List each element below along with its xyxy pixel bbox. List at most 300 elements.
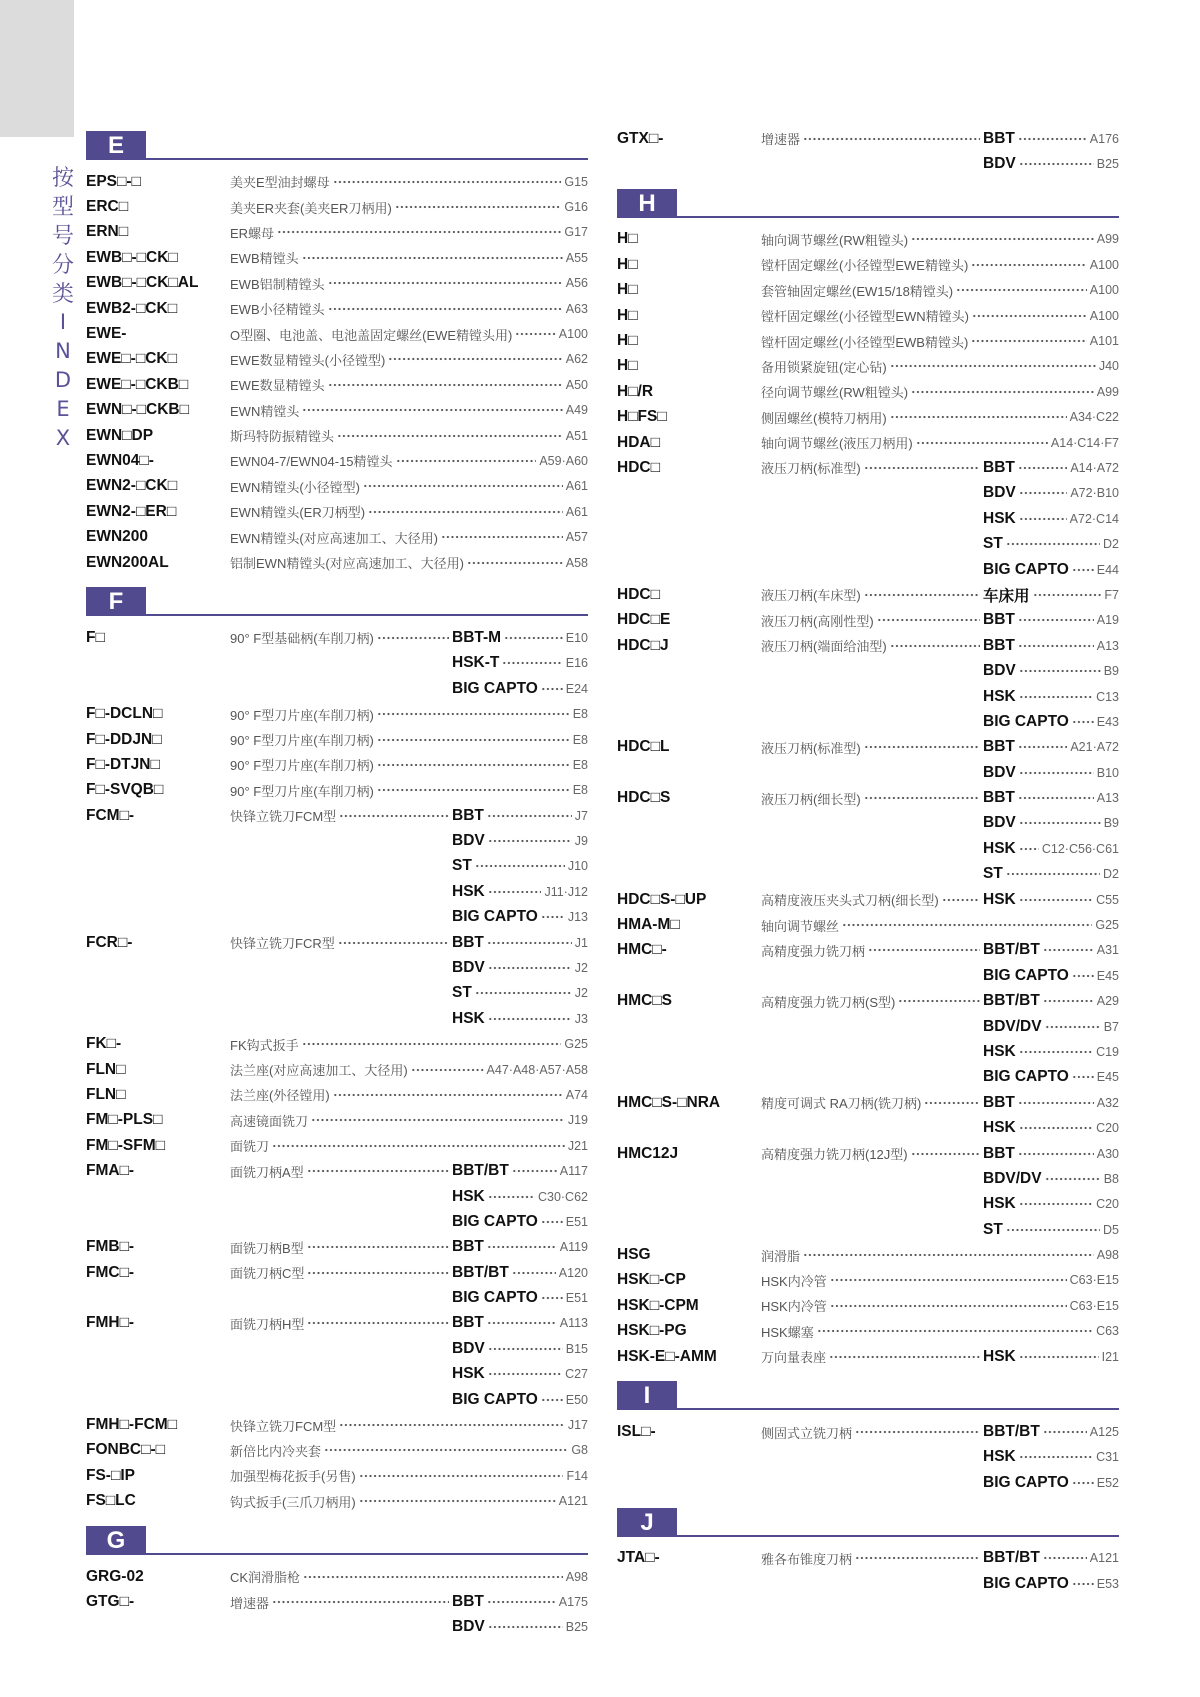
dot-leader — [972, 313, 1087, 319]
index-entry-continuation[interactable] — [86, 905, 588, 930]
index-entry[interactable] — [86, 1489, 588, 1514]
index-entry[interactable] — [86, 930, 588, 955]
index-entry-continuation[interactable] — [617, 1445, 1119, 1470]
index-entry[interactable] — [617, 405, 1119, 430]
index-entry[interactable] — [86, 271, 588, 296]
page-reference[interactable]: G16 — [564, 200, 588, 215]
holder-type: BBT — [452, 933, 484, 951]
index-entry-continuation[interactable] — [617, 1115, 1119, 1140]
page-reference[interactable]: E8 — [572, 757, 588, 772]
page-reference[interactable]: A101 — [1089, 334, 1119, 349]
page-reference[interactable]: A100 — [558, 327, 588, 342]
page-reference[interactable]: B25 — [565, 1620, 588, 1635]
index-entry[interactable] — [86, 347, 588, 372]
index-entry[interactable] — [617, 582, 1119, 607]
holder-reference — [452, 1188, 588, 1206]
page-reference[interactable]: J2 — [574, 986, 588, 1001]
page-reference[interactable]: G25 — [564, 1037, 588, 1052]
page-reference[interactable]: C63·E15 — [1069, 1273, 1119, 1288]
page-reference[interactable]: A120 — [558, 1265, 588, 1280]
index-entry[interactable] — [617, 430, 1119, 455]
page-reference[interactable]: E43 — [1096, 714, 1119, 729]
holder-type: ST — [452, 857, 472, 875]
page-reference[interactable]: D5 — [1103, 1222, 1119, 1237]
index-entry[interactable] — [617, 938, 1119, 963]
index-entry-continuation[interactable] — [86, 1336, 588, 1361]
index-entry-continuation[interactable] — [617, 862, 1119, 887]
page-reference[interactable]: E51 — [565, 1291, 588, 1306]
index-entry[interactable] — [86, 448, 588, 473]
index-side-char: 类 — [51, 281, 74, 306]
page-reference[interactable]: A100 — [1089, 257, 1119, 272]
page-reference[interactable]: E8 — [572, 783, 588, 798]
index-entry[interactable] — [617, 1344, 1119, 1369]
dot-leader — [272, 1143, 565, 1149]
index-entry[interactable] — [86, 372, 588, 397]
page-reference[interactable]: E44 — [1096, 562, 1119, 577]
model-code: FCM□- — [86, 806, 135, 824]
index-entry[interactable] — [86, 1260, 588, 1285]
page-reference[interactable]: E10 — [565, 630, 588, 645]
index-entry[interactable] — [617, 735, 1119, 760]
index-entry-continuation[interactable] — [86, 828, 588, 853]
page-reference[interactable]: J9 — [574, 834, 588, 849]
holder-type: HSK — [983, 687, 1016, 705]
model-code: HSK□-CPM — [617, 1296, 699, 1314]
index-entry[interactable] — [617, 912, 1119, 937]
index-entry[interactable] — [86, 727, 588, 752]
page-reference[interactable]: A13 — [1096, 638, 1119, 653]
index-entry-continuation[interactable] — [617, 531, 1119, 556]
index-entry[interactable] — [86, 1564, 588, 1589]
index-entry[interactable] — [86, 1235, 588, 1260]
index-entry-continuation[interactable] — [86, 854, 588, 879]
page-reference[interactable]: A175 — [558, 1595, 588, 1609]
page-reference[interactable]: J1 — [574, 935, 588, 950]
index-entry[interactable] — [617, 1242, 1119, 1267]
entry-description: 斯玛特防振精镗头 — [230, 429, 335, 445]
dot-leader — [277, 229, 561, 235]
page-reference[interactable]: A98 — [565, 1569, 588, 1584]
page-reference[interactable]: A30 — [1096, 1146, 1119, 1161]
index-entry[interactable] — [86, 499, 588, 524]
index-entry[interactable] — [617, 608, 1119, 633]
index-entry[interactable] — [86, 1311, 588, 1336]
page-reference[interactable]: E16 — [565, 656, 588, 671]
index-entry[interactable] — [617, 785, 1119, 810]
page-reference[interactable]: B10 — [1096, 765, 1119, 780]
index-entry-continuation[interactable] — [86, 955, 588, 980]
page-reference[interactable]: G15 — [564, 174, 588, 189]
page-reference[interactable]: C30·C62 — [537, 1189, 588, 1204]
page-reference[interactable]: A32 — [1096, 1095, 1119, 1110]
index-entry[interactable] — [617, 126, 1119, 151]
section-letter: H — [617, 189, 677, 218]
holder-type: ST — [452, 984, 472, 1002]
index-entry-continuation[interactable] — [617, 811, 1119, 836]
index-entry-continuation[interactable] — [617, 836, 1119, 861]
holder-type: HSK — [452, 882, 485, 900]
dot-leader — [898, 998, 980, 1004]
page-reference[interactable]: E24 — [565, 681, 588, 696]
page-reference[interactable]: B8 — [1103, 1171, 1119, 1186]
index-entry[interactable] — [617, 1546, 1119, 1571]
page-reference[interactable]: E50 — [565, 1392, 588, 1407]
dot-leader — [1019, 694, 1093, 700]
page-reference[interactable]: A55 — [565, 250, 588, 265]
page-reference[interactable]: C31 — [1096, 1450, 1119, 1465]
model-code: GTX□- — [617, 129, 664, 147]
entry-description-group — [230, 628, 452, 647]
index-entry-continuation[interactable] — [86, 1006, 588, 1031]
index-entry[interactable] — [86, 474, 588, 499]
page-reference[interactable]: A113 — [559, 1316, 588, 1331]
index-entry[interactable] — [617, 1293, 1119, 1318]
index-entry-continuation[interactable] — [617, 506, 1119, 531]
holder-reference — [452, 1314, 588, 1332]
index-entry[interactable] — [86, 194, 588, 219]
page-reference[interactable]: B7 — [1103, 1019, 1119, 1034]
page-reference[interactable]: A49 — [565, 403, 588, 418]
holder-reference — [452, 629, 588, 647]
page-reference[interactable]: J21 — [567, 1138, 588, 1153]
holder-type: BIG CAPTO — [983, 1574, 1069, 1592]
model-code: HMC12J — [617, 1144, 679, 1162]
page-reference[interactable]: A98 — [1096, 1248, 1119, 1263]
index-entry-continuation[interactable] — [86, 651, 588, 676]
model-code: FMA□- — [86, 1162, 135, 1180]
page-reference[interactable]: A61 — [565, 479, 588, 494]
page-reference[interactable]: E45 — [1096, 968, 1119, 983]
entry-description: 新倍比内冷夹套 — [230, 1443, 322, 1459]
index-entry[interactable] — [617, 278, 1119, 303]
holder-type: BIG CAPTO — [983, 712, 1069, 730]
index-entry-continuation[interactable] — [86, 1184, 588, 1209]
entry-description-group — [230, 451, 588, 470]
index-entry-continuation[interactable] — [617, 1217, 1119, 1242]
index-entry[interactable] — [86, 778, 588, 803]
index-entry[interactable] — [86, 1082, 588, 1107]
dot-leader — [475, 863, 565, 869]
page-reference[interactable]: C20 — [1096, 1197, 1119, 1212]
index-entry-continuation[interactable] — [86, 879, 588, 904]
page-reference[interactable]: C55 — [1096, 892, 1119, 907]
index-entry[interactable] — [86, 1412, 588, 1437]
page-reference[interactable]: A61 — [565, 504, 588, 519]
model-code: H□ — [617, 255, 638, 273]
page-reference[interactable]: A119 — [559, 1240, 588, 1255]
entry-description-group — [761, 1549, 983, 1568]
holder-type: BDV — [983, 484, 1016, 502]
index-entry[interactable] — [86, 701, 588, 726]
dot-leader — [1019, 1454, 1093, 1460]
page-reference[interactable]: J40 — [1098, 359, 1119, 374]
index-entry-continuation[interactable] — [617, 481, 1119, 506]
index-entry[interactable] — [86, 524, 588, 549]
page-reference[interactable]: F7 — [1104, 587, 1119, 602]
entry-description: 镗杆固定螺丝(小径镗型EWN精镗头) — [761, 309, 969, 325]
model-code: H□ — [617, 281, 638, 299]
index-entry[interactable] — [86, 220, 588, 245]
page-reference[interactable]: A34·C22 — [1069, 410, 1119, 425]
holder-type: BBT — [452, 1238, 484, 1256]
index-entry[interactable] — [86, 1158, 588, 1183]
page-reference[interactable]: D2 — [1103, 867, 1119, 882]
index-entry[interactable] — [617, 227, 1119, 252]
page-reference[interactable]: C19 — [1096, 1044, 1119, 1059]
page-reference[interactable]: A58 — [565, 555, 588, 570]
index-entry[interactable] — [617, 1141, 1119, 1166]
page-reference[interactable]: C27 — [565, 1367, 588, 1382]
page-reference[interactable]: A47·A48·A57·A58 — [486, 1062, 588, 1077]
entry-description-group — [761, 230, 1119, 249]
index-side-char: 型 — [51, 194, 74, 219]
entry-description: 高速镜面铣刀 — [230, 1113, 309, 1129]
entry-description: EWB精镗头 — [230, 251, 299, 267]
page-reference[interactable]: A63 — [565, 301, 588, 316]
index-entry[interactable] — [86, 423, 588, 448]
entry-description-group — [230, 730, 588, 749]
entry-description-group — [230, 1263, 452, 1282]
index-entry[interactable] — [617, 303, 1119, 328]
entry-description: 万向量表座 — [761, 1350, 827, 1366]
index-entry-continuation[interactable] — [617, 709, 1119, 734]
index-entry[interactable] — [617, 252, 1119, 277]
index-entry-continuation[interactable] — [617, 557, 1119, 582]
index-entry-continuation[interactable] — [86, 1362, 588, 1387]
holder-reference — [983, 865, 1119, 883]
index-entry-continuation[interactable] — [86, 1285, 588, 1310]
page-reference[interactable]: A100 — [1089, 308, 1119, 323]
page-reference[interactable]: B9 — [1103, 664, 1119, 679]
entry-description: 套管轴固定螺丝(EW15/18精镗头) — [761, 283, 954, 299]
index-entry-continuation[interactable] — [617, 760, 1119, 785]
page-reference[interactable]: C20 — [1096, 1121, 1119, 1136]
page-reference[interactable]: J7 — [574, 808, 588, 823]
page-reference[interactable]: A31 — [1096, 943, 1119, 958]
index-entry[interactable] — [86, 1057, 588, 1082]
page-reference[interactable]: D2 — [1103, 537, 1119, 552]
entry-description: 面铣刀柄C型 — [230, 1266, 305, 1282]
index-entry-continuation[interactable] — [617, 1192, 1119, 1217]
index-entry[interactable] — [86, 296, 588, 321]
index-entry-continuation[interactable] — [617, 151, 1119, 176]
entry-description-group — [230, 1416, 588, 1435]
page-reference[interactable]: A121 — [1089, 1551, 1119, 1566]
index-entry-continuation[interactable] — [617, 963, 1119, 988]
entry-description-group — [761, 255, 1119, 274]
page-reference[interactable]: A19 — [1096, 613, 1119, 628]
page-reference[interactable]: E45 — [1096, 1070, 1119, 1085]
index-entry[interactable] — [86, 1133, 588, 1158]
page-reference[interactable]: C63 — [1096, 1324, 1119, 1339]
page-reference[interactable]: F14 — [566, 1468, 588, 1483]
index-entry-continuation[interactable] — [617, 1571, 1119, 1596]
model-code: HDA□ — [617, 433, 660, 451]
page-reference[interactable]: B25 — [1096, 157, 1119, 172]
index-entry[interactable] — [86, 1589, 588, 1614]
holder-reference — [452, 883, 588, 901]
index-entry[interactable] — [86, 803, 588, 828]
page-reference[interactable]: C12·C56·C61 — [1041, 841, 1119, 856]
entry-description: 90° F型刀片座(车削刀柄) — [230, 783, 374, 799]
page-reference[interactable]: G25 — [1095, 918, 1119, 933]
page-reference[interactable]: C63·E15 — [1069, 1298, 1119, 1313]
index-entry[interactable] — [86, 1108, 588, 1133]
index-entry[interactable] — [86, 398, 588, 423]
holder-type: BBT/BT — [452, 1162, 509, 1180]
page-reference[interactable]: A117 — [559, 1164, 588, 1179]
entry-description: HSK内冷管 — [761, 1299, 827, 1315]
index-entry-continuation[interactable] — [617, 1014, 1119, 1039]
index-entry[interactable] — [617, 1268, 1119, 1293]
dot-leader — [388, 356, 562, 362]
index-entry[interactable] — [86, 169, 588, 194]
page-reference[interactable]: A14·C14·F7 — [1050, 435, 1119, 450]
page-reference[interactable]: A13 — [1096, 791, 1119, 806]
dot-leader — [541, 1397, 563, 1403]
index-entry[interactable] — [86, 1463, 588, 1488]
page-reference[interactable]: B15 — [565, 1341, 588, 1356]
index-entry[interactable] — [617, 455, 1119, 480]
index-entry-continuation[interactable] — [617, 1065, 1119, 1090]
entry-description: 法兰座(外径镗用) — [230, 1088, 330, 1104]
holder-reference — [983, 1043, 1119, 1061]
index-entry[interactable] — [617, 328, 1119, 353]
page-reference[interactable]: A21·A72 — [1070, 740, 1119, 755]
page-reference[interactable]: A99 — [1096, 232, 1119, 247]
entry-description: EWN04-7/EWN04-15精镗头 — [230, 454, 393, 470]
index-entry[interactable] — [86, 245, 588, 270]
index-column-right — [617, 126, 1119, 1596]
page-reference[interactable]: A74 — [565, 1087, 588, 1102]
index-entry[interactable] — [617, 633, 1119, 658]
page-reference[interactable]: J10 — [567, 859, 588, 874]
page-reference[interactable]: C13 — [1096, 689, 1119, 704]
model-code: EWN200 — [86, 528, 149, 546]
page-reference[interactable]: J13 — [567, 910, 588, 925]
page-reference[interactable]: A62 — [565, 352, 588, 367]
index-entry-continuation[interactable] — [617, 1470, 1119, 1495]
index-entry-continuation[interactable] — [617, 1039, 1119, 1064]
page-reference[interactable]: E51 — [565, 1214, 588, 1229]
page-reference[interactable]: A59·A60 — [539, 453, 588, 468]
index-entry[interactable] — [617, 1319, 1119, 1344]
index-entry[interactable] — [86, 752, 588, 777]
dot-leader — [502, 660, 562, 666]
page-reference[interactable]: A72·C14 — [1069, 511, 1119, 526]
page-reference[interactable]: A14·A72 — [1070, 460, 1119, 475]
dot-leader — [307, 1168, 449, 1174]
index-entry-continuation[interactable] — [86, 1387, 588, 1412]
holder-type: BDV — [452, 959, 485, 977]
page-reference[interactable]: A99 — [1096, 384, 1119, 399]
index-entry[interactable] — [617, 989, 1119, 1014]
index-entry[interactable] — [617, 1419, 1119, 1444]
page-reference[interactable]: G8 — [571, 1443, 588, 1458]
model-code: FMC□- — [86, 1263, 135, 1281]
page-reference[interactable]: B9 — [1103, 816, 1119, 831]
index-entry-continuation[interactable] — [86, 676, 588, 701]
dot-leader — [488, 1371, 562, 1377]
index-entry-continuation[interactable] — [86, 981, 588, 1006]
page-reference[interactable]: I21 — [1101, 1349, 1119, 1364]
index-entry-continuation[interactable] — [86, 1615, 588, 1640]
holder-type: BIG CAPTO — [452, 679, 538, 697]
page-reference[interactable]: A121 — [558, 1494, 588, 1509]
index-entry[interactable] — [617, 354, 1119, 379]
section-divider — [677, 216, 1119, 218]
section-header-i — [617, 1381, 1119, 1410]
page-reference[interactable]: E52 — [1096, 1475, 1119, 1490]
dot-leader — [916, 440, 1048, 446]
page-reference[interactable]: J11·J12 — [544, 884, 588, 899]
page-reference[interactable]: J3 — [574, 1011, 588, 1026]
index-entry-continuation[interactable] — [617, 684, 1119, 709]
dot-leader — [817, 1328, 1093, 1334]
entry-description-group — [230, 755, 588, 774]
page-reference[interactable]: A56 — [565, 276, 588, 291]
dot-leader — [311, 1117, 565, 1123]
entry-description: 快锋立铣刀FCM型 — [230, 809, 337, 825]
page-reference[interactable]: J2 — [574, 961, 588, 976]
index-entry[interactable] — [617, 887, 1119, 912]
dot-leader — [1018, 1100, 1094, 1106]
dot-leader — [333, 179, 562, 185]
page-reference[interactable]: A29 — [1096, 994, 1119, 1009]
page-reference[interactable]: A57 — [565, 530, 588, 545]
index-entry[interactable] — [617, 379, 1119, 404]
index-entry[interactable] — [86, 1032, 588, 1057]
page-reference[interactable]: A50 — [565, 377, 588, 392]
index-entry[interactable] — [617, 1090, 1119, 1115]
entry-description-group — [761, 332, 1119, 351]
dot-leader — [338, 940, 449, 946]
model-code: F□-DDJN□ — [86, 730, 162, 748]
entry-description-group — [761, 789, 983, 808]
index-entry-continuation[interactable] — [617, 1166, 1119, 1191]
dot-leader — [890, 643, 980, 649]
entry-description-group — [230, 806, 452, 825]
page-reference[interactable]: E8 — [572, 732, 588, 747]
page-reference[interactable]: A100 — [1089, 283, 1119, 298]
page-reference[interactable]: E53 — [1096, 1576, 1119, 1591]
page-reference[interactable]: E8 — [572, 707, 588, 722]
page-reference[interactable]: A72·B10 — [1070, 486, 1119, 501]
index-entry[interactable] — [86, 321, 588, 346]
page-reference[interactable]: J17 — [567, 1418, 588, 1433]
model-code: HMC□- — [617, 941, 667, 959]
page-reference[interactable]: J19 — [567, 1113, 588, 1128]
dot-leader — [324, 1447, 568, 1453]
model-code: H□ — [617, 230, 638, 248]
page-reference[interactable]: A51 — [565, 428, 588, 443]
index-entry-continuation[interactable] — [86, 1209, 588, 1234]
page-reference[interactable]: G17 — [564, 225, 588, 240]
holder-reference — [452, 1391, 588, 1409]
index-entry[interactable] — [86, 550, 588, 575]
page-reference[interactable]: A125 — [1089, 1425, 1119, 1440]
dot-leader — [842, 922, 1092, 928]
index-entry[interactable] — [86, 625, 588, 650]
index-entry[interactable] — [86, 1438, 588, 1463]
section-divider — [677, 1535, 1119, 1537]
index-entry-continuation[interactable] — [617, 658, 1119, 683]
page-reference[interactable]: A176 — [1089, 131, 1119, 146]
dot-leader — [272, 1599, 449, 1605]
dot-leader — [377, 737, 570, 743]
index-side-char: X — [55, 426, 71, 450]
